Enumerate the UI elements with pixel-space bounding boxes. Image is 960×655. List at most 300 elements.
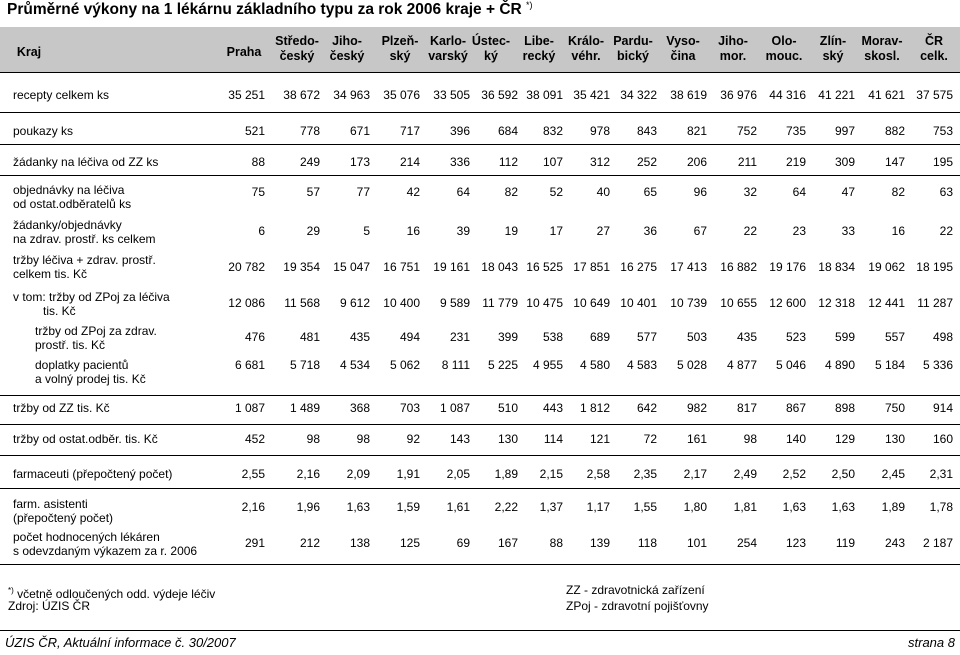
row-label-line: (přepočtený počet) xyxy=(13,511,114,525)
table-cell: 19 xyxy=(504,224,518,238)
table-cell: 2,16 xyxy=(241,500,265,514)
header-region-line: bický xyxy=(617,49,649,63)
page-title xyxy=(7,0,533,19)
table-cell: 4 534 xyxy=(339,358,370,372)
header-region-line: Ústec- xyxy=(471,34,511,48)
table-cell: 19 176 xyxy=(769,260,806,274)
header-region-line: Jiho- xyxy=(718,34,748,48)
row-label-line: tržby od ZPoj za zdrav. xyxy=(35,324,157,338)
table-cell: 212 xyxy=(299,536,320,550)
table-cell: 5 xyxy=(363,224,370,238)
row-separator xyxy=(0,144,960,145)
table-cell: 138 xyxy=(349,536,370,550)
table-cell: 36 592 xyxy=(481,88,518,102)
header-region-line: Karlo- xyxy=(429,34,467,48)
table-cell: 33 505 xyxy=(433,88,470,102)
table-cell: 291 xyxy=(244,536,265,550)
table-cell: 1 087 xyxy=(439,401,470,415)
table-cell: 123 xyxy=(785,536,806,550)
table-cell: 16 525 xyxy=(526,260,563,274)
header-region-line: čina xyxy=(670,49,696,63)
table-cell: 75 xyxy=(251,185,265,199)
table-cell: 336 xyxy=(449,155,470,169)
table-cell: 1,63 xyxy=(346,500,370,514)
header-region-line: Morav- xyxy=(861,34,903,48)
table-cell: 16 751 xyxy=(383,260,420,274)
table-cell: 1,89 xyxy=(494,467,518,481)
table-cell: 88 xyxy=(251,155,265,169)
table-cell: 1 087 xyxy=(234,401,265,415)
header-region xyxy=(275,34,319,64)
header-region-line: celk. xyxy=(920,49,948,63)
table-cell: 2,16 xyxy=(296,467,320,481)
table-cell: 206 xyxy=(686,155,707,169)
table-cell: 112 xyxy=(498,155,518,169)
table-cell: 22 xyxy=(939,224,953,238)
table-cell: 20 782 xyxy=(228,260,265,274)
table-cell: 72 xyxy=(643,432,657,446)
header-region xyxy=(330,34,365,64)
row-label-line: doplatky pacientů xyxy=(35,358,129,372)
table-cell: 82 xyxy=(891,185,905,199)
table-cell: 399 xyxy=(497,330,518,344)
row-label-line: tržby od ZZ tis. Kč xyxy=(13,401,110,415)
table-cell: 2,05 xyxy=(446,467,470,481)
table-cell: 2 187 xyxy=(922,536,953,550)
row-label-line: farmaceuti (přepočtený počet) xyxy=(13,467,173,481)
table-cell: 1 489 xyxy=(289,401,320,415)
header-region-line: ský xyxy=(822,49,844,63)
table-cell: 19 062 xyxy=(868,260,905,274)
table-cell: 35 421 xyxy=(573,88,610,102)
table-cell: 16 882 xyxy=(720,260,757,274)
row-label xyxy=(13,155,158,169)
header-region xyxy=(613,34,653,64)
table-cell: 523 xyxy=(785,330,806,344)
footnote-mark: *) xyxy=(8,586,14,595)
table-cell: 671 xyxy=(349,124,370,138)
table-cell: 1,37 xyxy=(539,500,563,514)
table-cell: 167 xyxy=(497,536,518,550)
header-region-line: Zlín- xyxy=(819,34,847,48)
header-region xyxy=(820,34,846,64)
table-cell: 252 xyxy=(636,155,657,169)
table-cell: 503 xyxy=(686,330,707,344)
table-cell: 98 xyxy=(306,432,320,446)
table-cell: 689 xyxy=(589,330,610,344)
table-cell: 65 xyxy=(643,185,657,199)
table-cell: 1,96 xyxy=(296,500,320,514)
row-label-line: poukazy ks xyxy=(13,124,74,138)
table-cell: 12 600 xyxy=(769,296,806,310)
row-label xyxy=(13,432,158,446)
table-cell: 2,45 xyxy=(881,467,905,481)
table-cell: 12 086 xyxy=(228,296,265,310)
table-cell: 27 xyxy=(596,224,610,238)
table-cell: 684 xyxy=(497,124,518,138)
table-cell: 832 xyxy=(542,124,563,138)
header-region-line: Praha xyxy=(226,45,262,59)
table-cell: 10 400 xyxy=(383,296,420,310)
row-label xyxy=(13,324,157,352)
table-cell: 39 xyxy=(456,224,470,238)
row-separator xyxy=(0,488,960,489)
header-region-line: Pardu- xyxy=(613,34,653,48)
table-cell: 8 111 xyxy=(441,358,470,372)
header-region-line: český xyxy=(329,49,365,63)
table-cell: 6 xyxy=(258,224,265,238)
table-cell: 435 xyxy=(736,330,757,344)
header-region-line: véhr. xyxy=(571,49,601,63)
table-cell: 997 xyxy=(834,124,855,138)
table-cell: 898 xyxy=(834,401,855,415)
row-label xyxy=(13,183,131,211)
table-cell: 121 xyxy=(589,432,610,446)
header-region-line: mouc. xyxy=(765,49,803,63)
table-cell: 119 xyxy=(835,536,855,550)
table-cell: 4 955 xyxy=(532,358,563,372)
table-cell: 231 xyxy=(449,330,470,344)
table-cell: 5 062 xyxy=(389,358,420,372)
table-cell: 2,52 xyxy=(782,467,806,481)
table-cell: 19 354 xyxy=(283,260,320,274)
table-cell: 642 xyxy=(636,401,657,415)
table-cell: 752 xyxy=(736,124,757,138)
table-cell: 67 xyxy=(693,224,707,238)
header-region xyxy=(766,34,803,64)
table-cell: 11 568 xyxy=(284,296,320,310)
table-cell: 5 225 xyxy=(487,358,518,372)
table-cell: 38 619 xyxy=(670,88,707,102)
footer-publication: ÚZIS ČR, Aktuální informace č. 30/2007 xyxy=(5,635,236,650)
row-label-line: počet hodnocených lékáren xyxy=(13,530,160,544)
header-region-line: Králo- xyxy=(567,34,605,48)
table-cell: 11 287 xyxy=(917,296,953,310)
table-cell: 312 xyxy=(589,155,610,169)
table-cell: 2,09 xyxy=(346,467,370,481)
table-cell: 243 xyxy=(884,536,905,550)
row-label xyxy=(13,290,170,318)
title-text: Průměrné výkony na 1 lékárnu základního typu za rok 2006 kraje + ČR xyxy=(7,1,522,19)
table-cell: 82 xyxy=(504,185,518,199)
row-label xyxy=(13,497,113,525)
table-cell: 17 xyxy=(549,224,563,238)
table-cell: 101 xyxy=(686,536,707,550)
table-cell: 130 xyxy=(884,432,905,446)
table-cell: 2,35 xyxy=(633,467,657,481)
table-cell: 195 xyxy=(932,155,953,169)
table-cell: 17 851 xyxy=(573,260,610,274)
table-cell: 211 xyxy=(737,155,757,169)
header-region xyxy=(920,34,948,64)
table-cell: 37 575 xyxy=(916,88,953,102)
table-cell: 98 xyxy=(743,432,757,446)
table-cell: 17 413 xyxy=(670,260,707,274)
table-cell: 4 580 xyxy=(579,358,610,372)
header-region xyxy=(568,34,604,64)
table-cell: 735 xyxy=(785,124,806,138)
header-region xyxy=(382,34,419,64)
table-cell: 88 xyxy=(549,536,563,550)
table-cell: 249 xyxy=(299,155,320,169)
table-cell: 77 xyxy=(356,185,370,199)
header-region xyxy=(718,34,748,64)
table-cell: 476 xyxy=(244,330,265,344)
row-label-line: s odevzdaným výkazem za r. 2006 xyxy=(13,544,198,558)
table-cell: 9 589 xyxy=(439,296,470,310)
table-cell: 2,22 xyxy=(494,500,518,514)
header-region-line: mor. xyxy=(719,49,747,63)
table-cell: 36 976 xyxy=(720,88,757,102)
table-cell: 1,59 xyxy=(396,500,420,514)
header-region xyxy=(862,34,903,64)
row-label xyxy=(13,218,156,246)
table-cell: 219 xyxy=(785,155,806,169)
header-region xyxy=(428,34,468,64)
row-separator xyxy=(0,175,960,176)
table-cell: 538 xyxy=(542,330,563,344)
table-cell: 978 xyxy=(589,124,610,138)
table-cell: 2,17 xyxy=(683,467,707,481)
row-label-line: tis. Kč xyxy=(43,304,76,318)
row-label xyxy=(13,467,172,481)
table-cell: 481 xyxy=(299,330,320,344)
table-cell: 867 xyxy=(785,401,806,415)
row-label-line: farm. asistenti xyxy=(13,497,88,511)
table-cell: 22 xyxy=(743,224,757,238)
table-cell: 107 xyxy=(542,155,563,169)
table-cell: 118 xyxy=(637,536,657,550)
row-label xyxy=(13,88,109,102)
header-region-line: ký xyxy=(484,49,498,63)
table-cell: 5 336 xyxy=(922,358,953,372)
table-cell: 114 xyxy=(543,432,563,446)
table-cell: 10 649 xyxy=(573,296,610,310)
header-region xyxy=(227,45,262,60)
table-cell: 2,15 xyxy=(539,467,563,481)
table-cell: 2,31 xyxy=(929,467,953,481)
source-note: Zdroj: ÚZIS ČR xyxy=(8,599,91,613)
table-cell: 5 718 xyxy=(289,358,320,372)
header-region-line: recký xyxy=(522,49,556,63)
table-cell: 1,91 xyxy=(396,467,420,481)
table-cell: 147 xyxy=(884,155,905,169)
table-cell: 9 612 xyxy=(339,296,370,310)
table-cell: 38 672 xyxy=(283,88,320,102)
title-footnote-mark: *) xyxy=(526,0,533,10)
row-label xyxy=(13,401,110,415)
table-cell: 139 xyxy=(589,536,610,550)
row-label xyxy=(13,253,156,281)
table-cell: 821 xyxy=(686,124,707,138)
table-cell: 753 xyxy=(932,124,953,138)
table-cell: 44 316 xyxy=(769,88,806,102)
table-cell: 42 xyxy=(406,185,420,199)
row-label-line: a volný prodej tis. Kč xyxy=(35,372,146,386)
abbrev-zz: ZZ - zdravotnická zařízení xyxy=(566,583,705,597)
table-cell: 33 xyxy=(841,224,855,238)
table-cell: 32 xyxy=(743,185,757,199)
table-cell: 914 xyxy=(932,401,953,415)
table-cell: 214 xyxy=(399,155,420,169)
table-cell: 23 xyxy=(792,224,806,238)
table-cell: 161 xyxy=(686,432,707,446)
table-cell: 2,58 xyxy=(586,467,610,481)
row-separator xyxy=(0,395,960,396)
table-cell: 254 xyxy=(736,536,757,550)
table-cell: 2,55 xyxy=(241,467,265,481)
table-cell: 778 xyxy=(299,124,320,138)
row-separator xyxy=(0,72,960,73)
table-cell: 6 681 xyxy=(234,358,265,372)
table-cell: 1,89 xyxy=(881,500,905,514)
header-region xyxy=(666,34,700,64)
table-cell: 52 xyxy=(549,185,563,199)
row-label xyxy=(13,124,73,138)
table-cell: 35 076 xyxy=(383,88,420,102)
table-cell: 12 441 xyxy=(868,296,905,310)
header-kraj: Kraj xyxy=(16,45,42,59)
row-label-line: na zdrav. prostř. ks celkem xyxy=(13,232,156,246)
table-cell: 96 xyxy=(693,185,707,199)
table-cell: 521 xyxy=(244,124,265,138)
header-region-line: ský xyxy=(389,49,411,63)
abbrev-zpoj: ZPoj - zdravotní pojišťovny xyxy=(566,599,709,613)
table-cell: 98 xyxy=(356,432,370,446)
table-cell: 750 xyxy=(884,401,905,415)
header-region-line: ČR xyxy=(924,34,944,48)
row-label-line: žádanky na léčiva od ZZ ks xyxy=(13,155,159,169)
table-cell: 1,55 xyxy=(633,500,657,514)
table-cell: 498 xyxy=(932,330,953,344)
table-cell: 5 184 xyxy=(874,358,905,372)
table-cell: 40 xyxy=(596,185,610,199)
table-cell: 16 275 xyxy=(620,260,657,274)
row-label-line: od ostat.odběratelů ks xyxy=(13,197,132,211)
table-cell: 15 047 xyxy=(333,260,370,274)
table-cell: 29 xyxy=(306,224,320,238)
row-separator xyxy=(0,564,960,565)
header-region-line: český xyxy=(279,49,315,63)
table-cell: 47 xyxy=(841,185,855,199)
header-region-line: Středo- xyxy=(275,34,319,48)
table-cell: 843 xyxy=(636,124,657,138)
table-cell: 34 322 xyxy=(620,88,657,102)
table-cell: 1,63 xyxy=(782,500,806,514)
table-cell: 12 318 xyxy=(818,296,855,310)
table-cell: 1,78 xyxy=(929,500,953,514)
table-cell: 1,17 xyxy=(586,500,610,514)
header-region xyxy=(523,34,556,64)
table-cell: 5 028 xyxy=(676,358,707,372)
table-cell: 143 xyxy=(449,432,470,446)
row-label-line: celkem tis. Kč xyxy=(13,267,88,281)
table-cell: 130 xyxy=(497,432,518,446)
row-separator xyxy=(0,455,960,456)
table-cell: 1,81 xyxy=(733,500,757,514)
table-cell: 494 xyxy=(399,330,420,344)
table-cell: 41 621 xyxy=(868,88,905,102)
table-cell: 38 091 xyxy=(526,88,563,102)
table-cell: 557 xyxy=(884,330,905,344)
table-cell: 125 xyxy=(399,536,420,550)
row-label-line: recepty celkem ks xyxy=(13,88,110,102)
table-cell: 1,63 xyxy=(831,500,855,514)
table-cell: 396 xyxy=(449,124,470,138)
table-cell: 64 xyxy=(792,185,806,199)
table-cell: 160 xyxy=(932,432,953,446)
table-cell: 309 xyxy=(834,155,855,169)
header-region-line: Olo- xyxy=(771,34,797,48)
table-cell: 5 046 xyxy=(775,358,806,372)
table-cell: 173 xyxy=(349,155,370,169)
row-label-line: tržby léčiva + zdrav. prostř. xyxy=(13,253,156,267)
header-region-line: skosl. xyxy=(864,49,900,63)
table-cell: 10 739 xyxy=(670,296,707,310)
row-label-line: žádanky/objednávky xyxy=(13,218,122,232)
table-cell: 1 812 xyxy=(579,401,610,415)
table-cell: 4 890 xyxy=(824,358,855,372)
footer-rule xyxy=(0,630,960,631)
table-cell: 4 877 xyxy=(726,358,757,372)
header-region-line: Plzeň- xyxy=(381,34,419,48)
row-label xyxy=(13,530,197,558)
table-cell: 435 xyxy=(349,330,370,344)
row-label-line: tržby od ostat.odběr. tis. Kč xyxy=(13,432,158,446)
table-cell: 599 xyxy=(834,330,855,344)
table-cell: 817 xyxy=(736,401,757,415)
header-region-line: Vyso- xyxy=(666,34,700,48)
row-label-line: prostř. tis. Kč xyxy=(35,338,106,352)
table-cell: 10 475 xyxy=(526,296,563,310)
table-cell: 11 779 xyxy=(482,296,518,310)
table-cell: 18 043 xyxy=(481,260,518,274)
row-separator xyxy=(0,112,960,113)
table-cell: 18 195 xyxy=(916,260,953,274)
header-region-line: varský xyxy=(428,49,468,63)
table-cell: 882 xyxy=(884,124,905,138)
row-separator xyxy=(0,424,960,425)
table-cell: 92 xyxy=(406,432,420,446)
table-cell: 18 834 xyxy=(818,260,855,274)
table-cell: 4 583 xyxy=(626,358,657,372)
table-cell: 577 xyxy=(636,330,657,344)
header-region-line: Libe- xyxy=(524,34,554,48)
row-label-line: v tom: tržby od ZPoj za léčiva xyxy=(13,290,170,304)
table-cell: 35 251 xyxy=(228,88,265,102)
table-cell: 1,80 xyxy=(683,500,707,514)
table-cell: 443 xyxy=(542,401,563,415)
table-cell: 19 161 xyxy=(433,260,470,274)
table-cell: 703 xyxy=(399,401,420,415)
table-cell: 982 xyxy=(686,401,707,415)
table-cell: 16 xyxy=(891,224,905,238)
table-cell: 41 221 xyxy=(818,88,855,102)
table-cell: 64 xyxy=(456,185,470,199)
header-region-line: Jiho- xyxy=(332,34,362,48)
table-cell: 16 xyxy=(406,224,420,238)
table-cell: 452 xyxy=(244,432,265,446)
row-label xyxy=(13,358,146,386)
footer-page-number: strana 8 xyxy=(908,635,955,650)
table-cell: 69 xyxy=(456,536,470,550)
row-label-line: objednávky na léčiva xyxy=(13,183,125,197)
table-cell: 36 xyxy=(643,224,657,238)
table-cell: 10 401 xyxy=(620,296,657,310)
table-cell: 129 xyxy=(834,432,855,446)
table-cell: 63 xyxy=(939,185,953,199)
table-cell: 57 xyxy=(306,185,320,199)
